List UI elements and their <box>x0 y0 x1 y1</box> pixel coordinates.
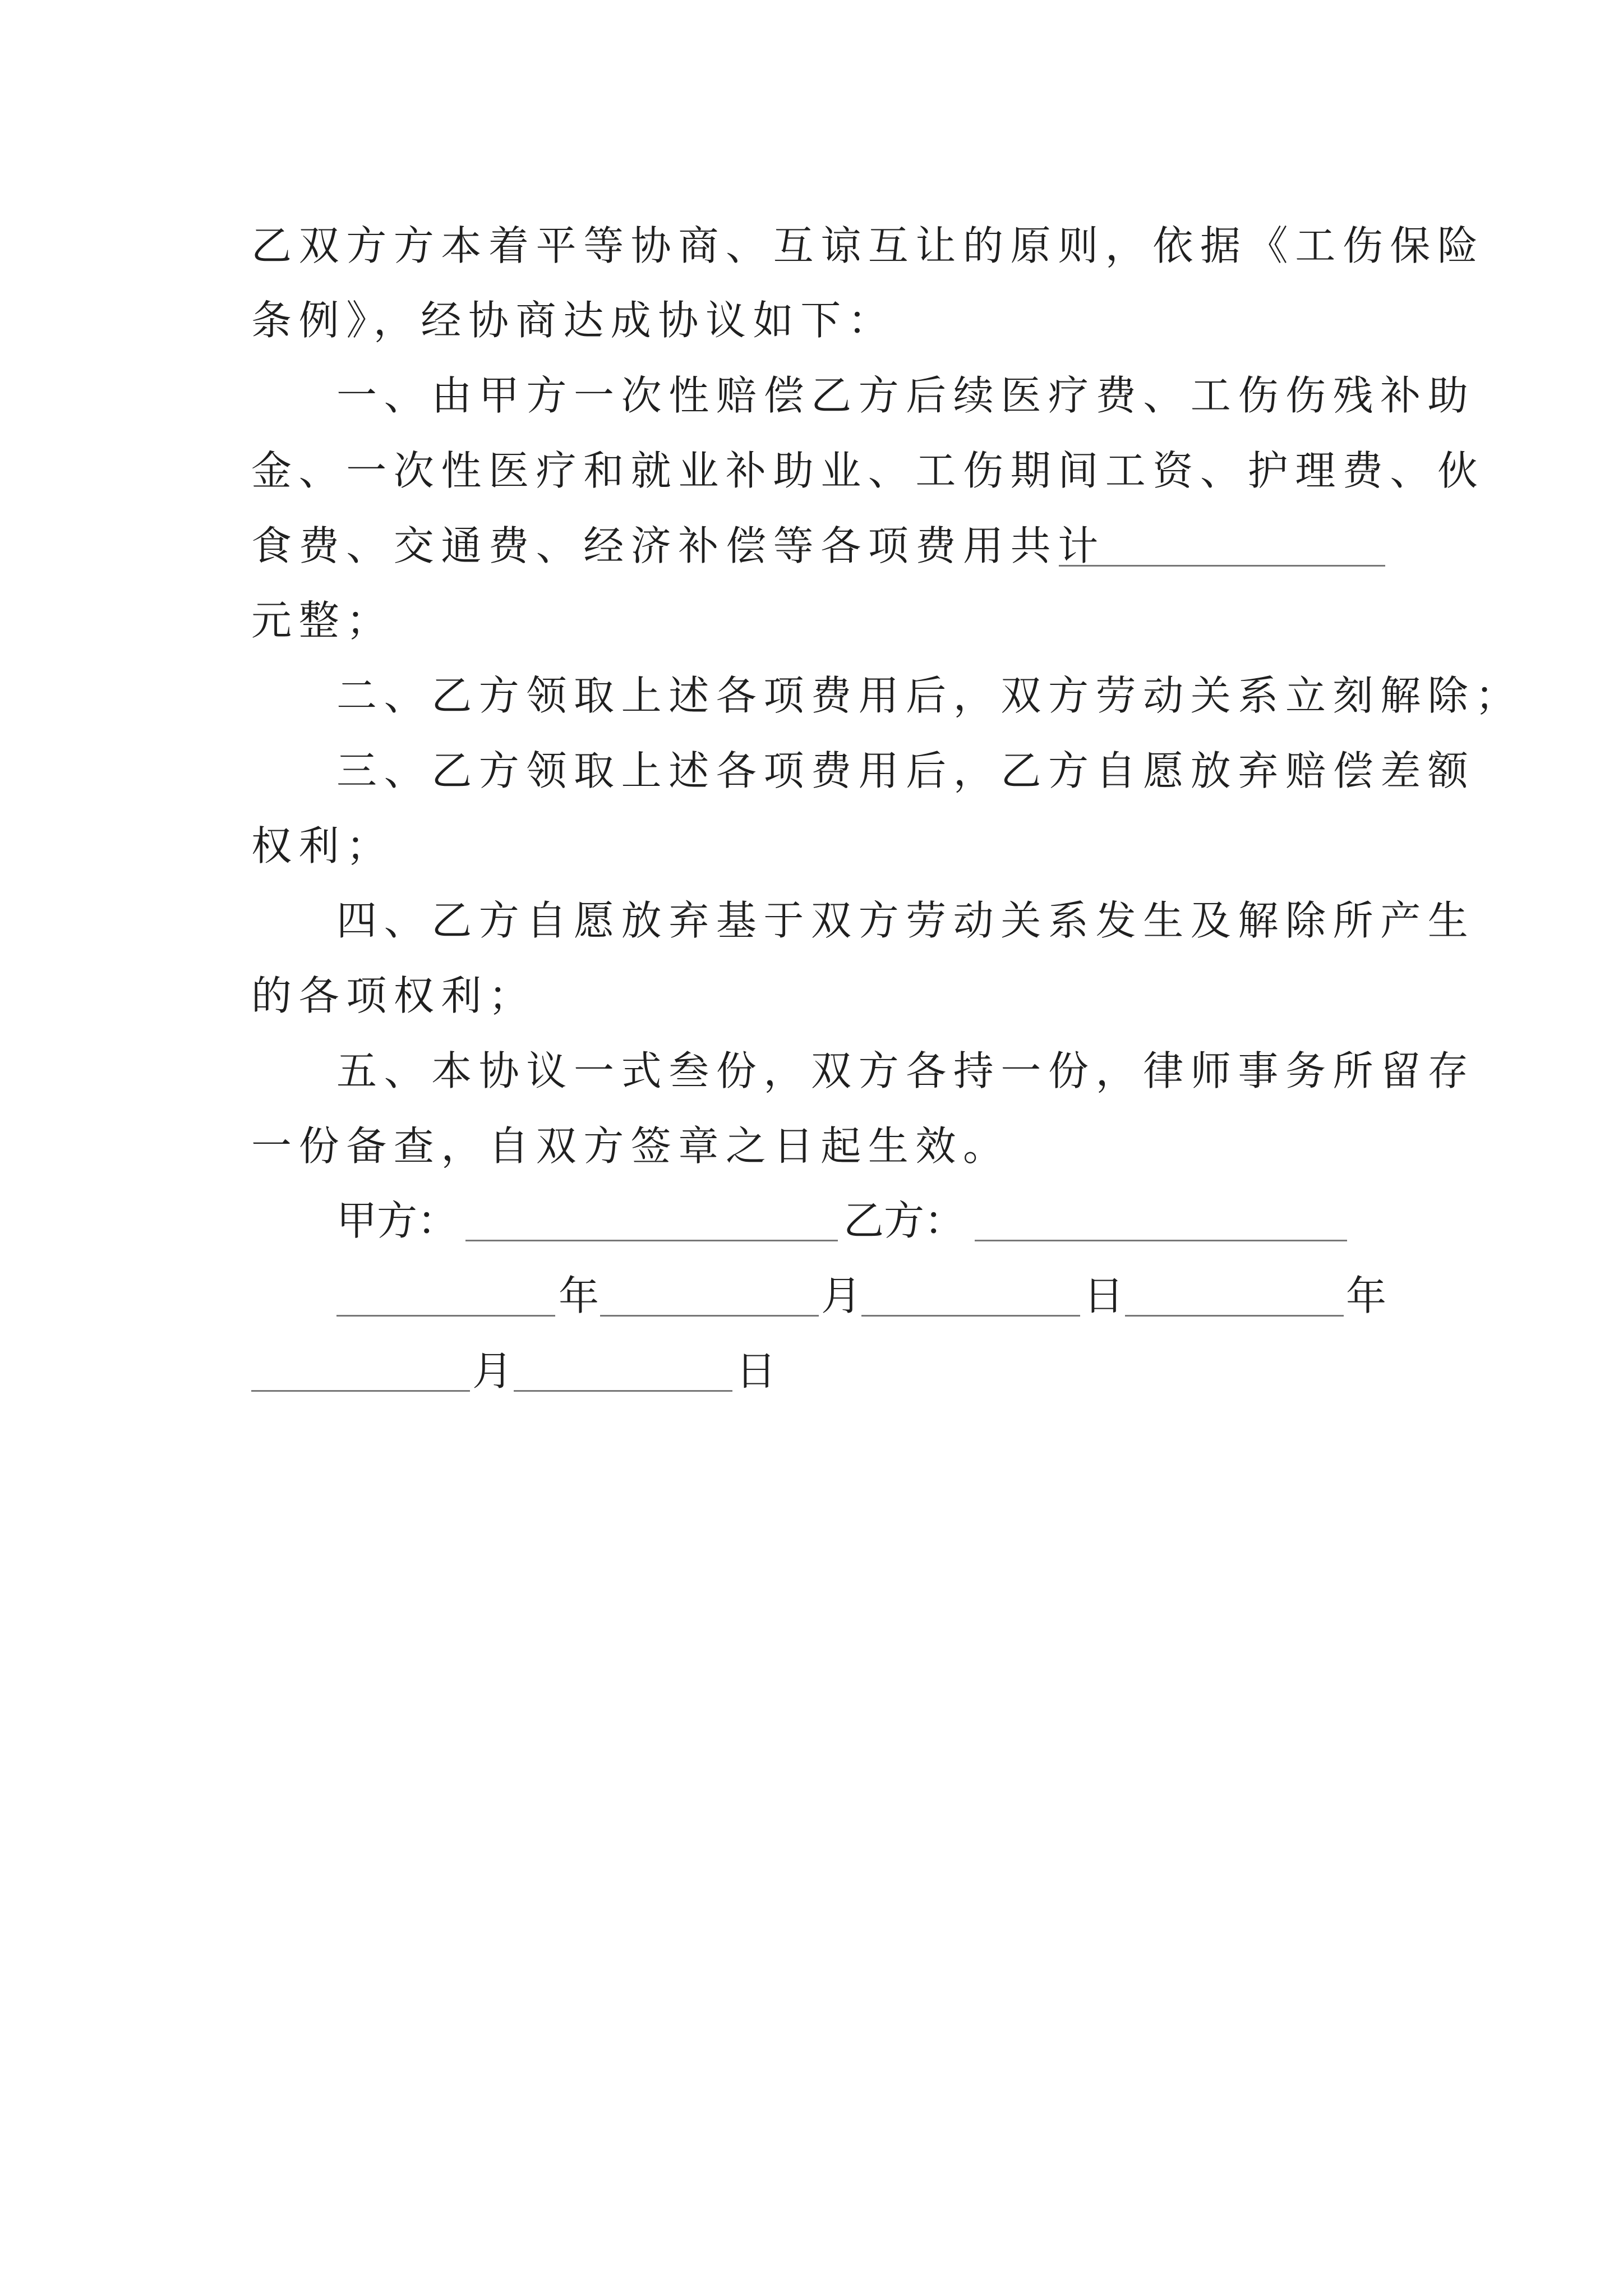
signature-date-line-1 <box>0 1265 1623 1327</box>
clause-1-text-4: 元整； <box>251 597 394 644</box>
signature-parties-line <box>0 1190 1623 1251</box>
clause-1-line-2 <box>0 440 1623 501</box>
clause-4-line-2 <box>0 965 1623 1027</box>
party-a-signature-blank[interactable] <box>465 1190 838 1241</box>
party-a-day-blank[interactable] <box>861 1265 1080 1317</box>
party-b-day-label: 日 <box>736 1347 777 1395</box>
clause-1-text-2: 金、一次性医疗和就业补助业、工伤期间工资、护理费、伙 <box>251 447 1485 494</box>
party-b-year-blank[interactable] <box>1125 1265 1344 1317</box>
clause-1-line-3 <box>0 515 1623 577</box>
party-a-label: 甲方： <box>336 1197 458 1244</box>
clause-4-line-1 <box>0 890 1623 951</box>
clause-3-text-2: 权利； <box>251 822 394 869</box>
party-a-month-label: 月 <box>821 1272 862 1319</box>
party-a-day-label: 日 <box>1083 1272 1124 1319</box>
clause-5-text-1: 五、本协议一式叁份，双方各持一份，律师事务所留存 <box>336 1047 1476 1094</box>
clause-2-text-1: 二、乙方领取上述各项费用后，双方劳动关系立刻解除； <box>336 672 1523 719</box>
intro-text-2: 条例》，经协商达成协议如下： <box>251 297 896 344</box>
clause-3-line-1 <box>0 740 1623 802</box>
clause-1-line-1 <box>0 365 1623 426</box>
party-b-month-blank[interactable] <box>251 1340 470 1392</box>
clause-4-text-1: 四、乙方自愿放弃基于双方劳动关系发生及解除所产生 <box>336 897 1476 944</box>
clause-5-text-2: 一份备查，自双方签章之日起生效。 <box>251 1122 1011 1170</box>
clause-1-text-1: 一、由甲方一次性赔偿乙方后续医疗费、工伤伤残补助 <box>336 372 1476 419</box>
party-b-year-label: 年 <box>1346 1272 1387 1319</box>
party-b-month-label: 月 <box>472 1347 513 1395</box>
signature-date-line-2 <box>0 1340 1623 1402</box>
clause-1-text-3: 食费、交通费、经济补偿等各项费用共计 <box>251 522 1105 569</box>
clause-3-text-1: 三、乙方领取上述各项费用后，乙方自愿放弃赔偿差额 <box>336 747 1476 794</box>
clause-1-line-4 <box>0 590 1623 651</box>
party-a-year-label: 年 <box>559 1272 600 1319</box>
clause-3-line-2 <box>0 815 1623 877</box>
clause-2-line-1 <box>0 665 1623 726</box>
clause-5-line-1 <box>0 1040 1623 1102</box>
intro-line-2 <box>0 289 1623 351</box>
total-amount-blank[interactable] <box>1059 515 1385 567</box>
party-b-signature-blank[interactable] <box>975 1190 1347 1241</box>
party-b-day-blank[interactable] <box>514 1340 732 1392</box>
intro-line-1 <box>0 215 1623 277</box>
clause-4-text-2: 的各项权利； <box>251 972 536 1019</box>
party-a-month-blank[interactable] <box>600 1265 819 1317</box>
intro-text-1: 乙双方方本着平等协商、互谅互让的原则，依据《工伤保险 <box>251 222 1485 269</box>
clause-5-line-2 <box>0 1115 1623 1177</box>
party-a-year-blank[interactable] <box>336 1265 555 1317</box>
party-b-label: 乙方： <box>843 1197 965 1244</box>
